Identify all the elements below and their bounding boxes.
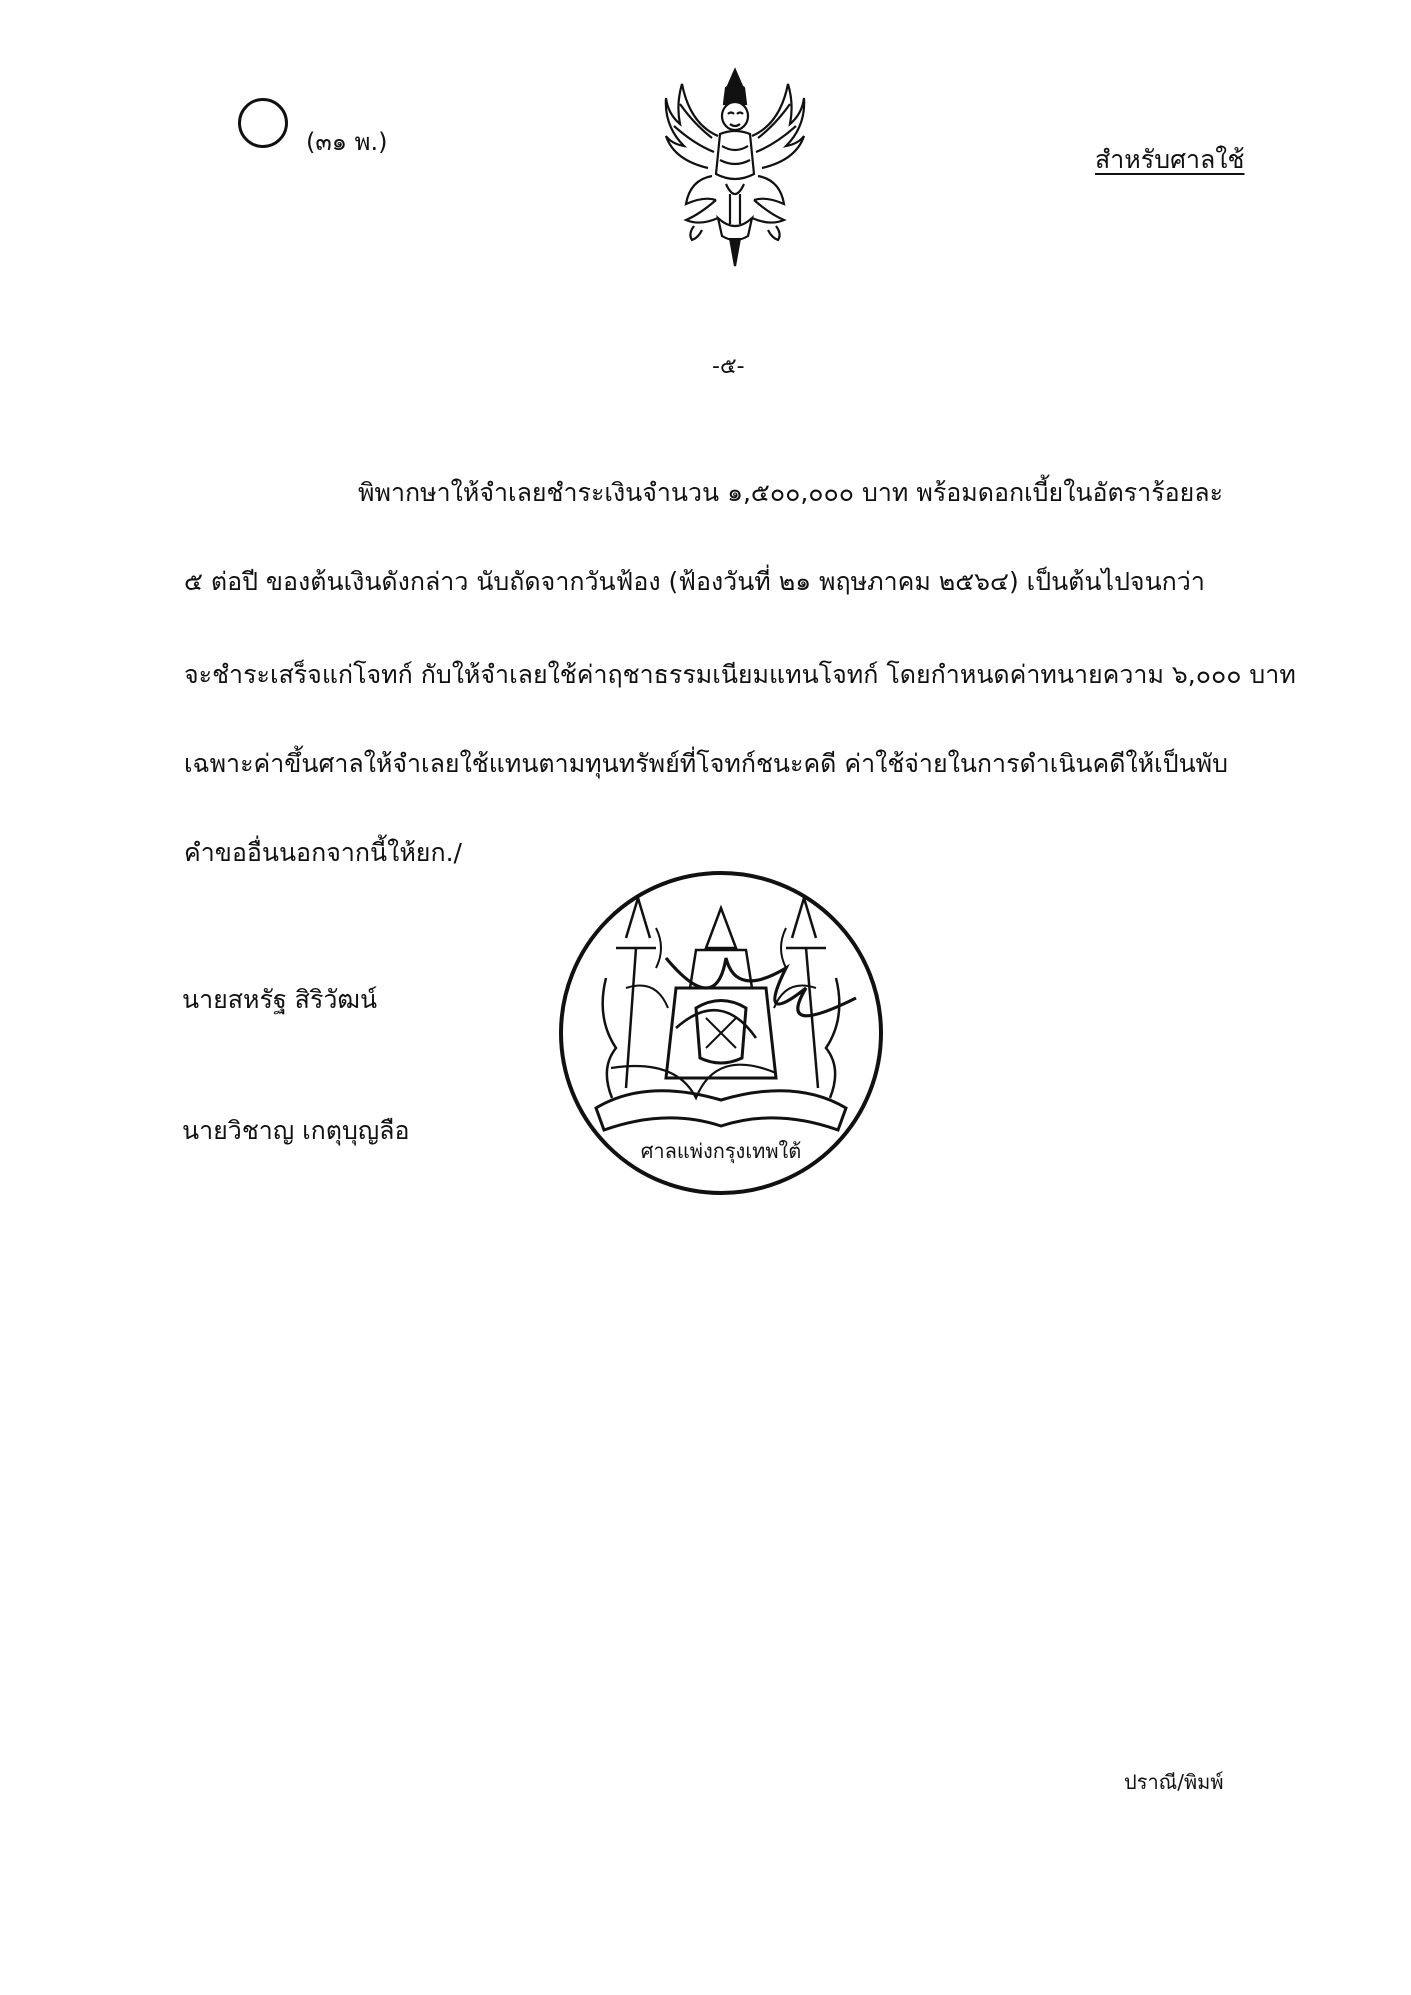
typist-note: ปราณี/พิมพ์: [1124, 1770, 1224, 1794]
judge-name: นายสหรัฐ สิริวัฒน์: [182, 985, 378, 1014]
form-code: (๓๑ พ.): [306, 128, 388, 156]
garuda-emblem-icon: [660, 64, 810, 274]
seal-text: ศาลแพ่งกรุงเทพใต้: [640, 1139, 802, 1163]
court-use-label: สำหรับศาลใช้: [1095, 145, 1245, 174]
judgment-line: เฉพาะค่าขึ้นศาลให้จำเลยใช้แทนตามทุนทรัพย์ที่โจทก์ชนะคดี ค่าใช้จ่ายในการดำเนินคดีให้เป็นพับ: [184, 749, 1229, 778]
judgment-line: ๕ ต่อปี ของต้นเงินดังกล่าว นับถัดจากวันฟ้อง (ฟ้องวันที่ ๒๑ พฤษภาคม ๒๕๖๔) เป็นต้นไปจนกว่า: [184, 567, 1205, 596]
judgment-line: จะชำระเสร็จแก่โจทก์ กับให้จำเลยใช้ค่าฤชาธรรมเนียมแทนโจทก์ โดยกำหนดค่าทนายความ ๖,๐๐๐ บาท: [184, 660, 1296, 689]
form-circle-mark: [238, 98, 288, 148]
judgment-line: พิพากษาให้จำเลยชำระเงินจำนวน ๑,๕๐๐,๐๐๐ บาท พร้อมดอกเบี้ยในอัตราร้อยละ: [358, 478, 1224, 507]
page-number: -๕-: [712, 354, 745, 379]
court-seal-icon: [556, 868, 886, 1198]
judge-name: นายวิชาญ เกตุบุญลือ: [182, 1116, 410, 1145]
judgment-line: คำขออื่นนอกจากนี้ให้ยก./: [184, 838, 462, 867]
